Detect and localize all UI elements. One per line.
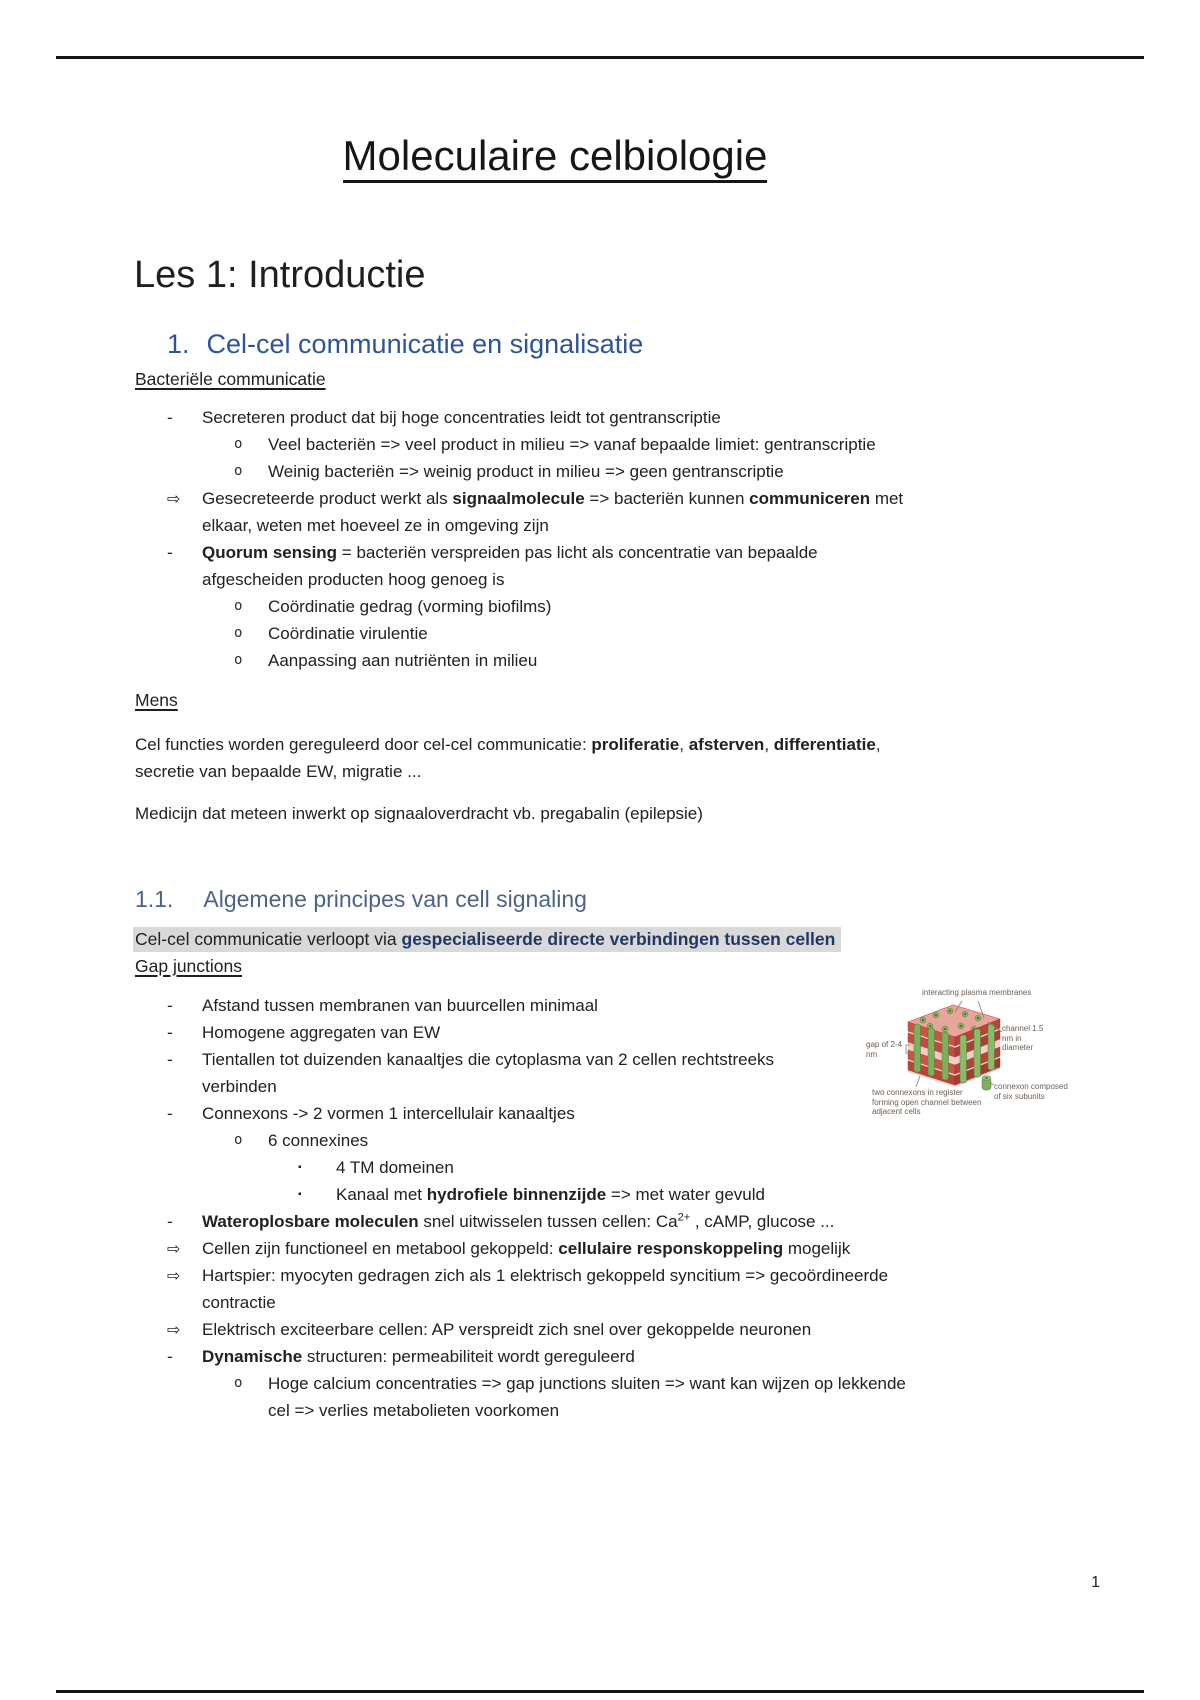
list-item-text: Connexons -> 2 vormen 1 intercellulair kanaaltjes [202, 1104, 575, 1123]
list-item-text: Gesecreteerde product werkt als signaalmolecule => bacteriën kunnen communiceren met elkaar, weten met hoeveel ze in omgeving zijn [202, 489, 904, 535]
list-item-text: Veel bacteriën => veel product in milieu => vanaf bepaalde limiet: gentranscriptie [268, 435, 876, 454]
list-item-text: Tientallen tot duizenden kanaaltjes die cytoplasma van 2 cellen rechtstreeks verbinden [202, 1050, 775, 1096]
document-title [135, 132, 975, 180]
section-1-title: Cel-cel communicatie en signalisatie [206, 329, 644, 359]
list-item [135, 431, 1075, 458]
bullet-marker-square: ▪ [298, 1189, 302, 1200]
list-item-text: Hoge calcium concentraties => gap junctions sluiten => want kan wijzen op lekkende cel => verlies metabolieten voorkomen [268, 1374, 906, 1420]
gap-junction-figure [860, 988, 1076, 1138]
bullet-marker-circle: o [234, 625, 243, 641]
list-item [135, 1316, 1075, 1343]
section-1-1-heading [135, 886, 587, 913]
paragraph-medicijn: Medicijn dat meteen inwerkt op signaaloverdracht vb. pregabalin (epilepsie) [135, 804, 703, 823]
subheading-bacteriele-communicatie: Bacteriële communicatie [135, 369, 326, 389]
section-1-1-title: Algemene principes van cell signaling [203, 886, 587, 912]
document-title-text: Moleculaire celbiologie [343, 132, 768, 183]
bacterial-communication-list [135, 404, 1075, 674]
bullet-marker-circle: o [234, 436, 243, 452]
section-1-1-number: 1.1. [135, 886, 174, 912]
list-item-text: Elektrisch exciteerbare cellen: AP verspreidt zich snel over gekoppelde neuronen [202, 1320, 812, 1339]
list-item-text: Aanpassing aan nutriënten in milieu [268, 651, 538, 670]
paragraph-cell-functions: Cel functies worden gereguleerd door cel-cel communicatie: proliferatie, afsterven, differentiatie, secretie van bepaalde EW, migratie ... [135, 735, 881, 781]
bullet-marker-arrow: ⇨ [167, 489, 181, 508]
bullet-marker-circle: o [234, 598, 243, 614]
bullet-marker-dash: - [167, 408, 173, 427]
bullet-marker-arrow: ⇨ [167, 1239, 181, 1258]
list-item [135, 458, 1075, 485]
section-1-heading [167, 329, 643, 360]
bullet-marker-square: ▪ [298, 1162, 302, 1173]
bullet-marker-circle: o [234, 1375, 243, 1391]
list-item-text: Secreteren product dat bij hoge concentraties leidt tot gentranscriptie [202, 408, 721, 427]
list-item-text: Cellen zijn functioneel en metabool gekoppeld: cellulaire responskoppeling mogelijk [202, 1239, 851, 1258]
bullet-marker-dash: - [167, 1212, 173, 1231]
list-item-text: 4 TM domeinen [336, 1158, 454, 1177]
figure-label-interacting-membranes: interacting plasma membranes [922, 988, 1032, 997]
list-item-text: 6 connexines [268, 1131, 369, 1150]
list-item-text: Homogene aggregaten van EW [202, 1023, 441, 1042]
list-item [135, 1262, 1075, 1316]
list-item [135, 593, 1075, 620]
list-item-text: Wateroplosbare moleculen snel uitwisselen tussen cellen: $Ca^{2+}$ , cAMP, glucose ... [202, 1211, 835, 1231]
bullet-marker-dash: - [167, 543, 173, 562]
figure-label-channel: channel 1.5 nm in diameter [1002, 1024, 1044, 1052]
list-item [135, 620, 1075, 647]
list-item [135, 1343, 1075, 1370]
list-item [135, 485, 1075, 539]
list-item-text: Coördinatie virulentie [268, 624, 428, 643]
figure-label-two-connexons: two connexons in register forming open channel between adjacent cells [872, 1088, 982, 1116]
bullet-marker-arrow: ⇨ [167, 1320, 181, 1339]
list-item-text: Coördinatie gedrag (vorming biofilms) [268, 597, 552, 616]
list-item-text: Quorum sensing = bacteriën verspreiden pas licht als concentratie van bepaalde afgescheiden producten hoog genoeg is [202, 543, 818, 589]
page-number: 1 [1091, 1574, 1100, 1591]
lesson-heading: Les 1: Introductie [134, 254, 426, 296]
bullet-marker-circle: o [234, 463, 243, 479]
subheading-gap-junctions: Gap junctions [135, 956, 243, 976]
list-item-text: Afstand tussen membranen van buurcellen minimaal [202, 996, 598, 1015]
figure-label-gap: gap of 2-4 nm [866, 1040, 903, 1059]
bullet-marker-arrow: ⇨ [167, 1266, 181, 1285]
list-item [135, 539, 1075, 593]
section-1-number: 1. [167, 329, 190, 359]
bullet-marker-dash: - [167, 1347, 173, 1366]
header-rule [56, 56, 1144, 59]
list-item [135, 1181, 1075, 1208]
highlighted-line [133, 925, 841, 953]
list-item [135, 1235, 1075, 1262]
list-item [135, 404, 1075, 431]
list-item [135, 1370, 1075, 1424]
subheading-mens: Mens [135, 690, 178, 710]
list-item-text: Hartspier: myocyten gedragen zich als 1 elektrisch gekoppeld syncitium => gecoördineerde contractie [202, 1266, 889, 1312]
bullet-marker-dash: - [167, 1050, 173, 1069]
bullet-marker-dash: - [167, 1023, 173, 1042]
list-item-text: Kanaal met hydrofiele binnenzijde => met water gevuld [336, 1185, 765, 1204]
figure-label-connexon: connexon composed of six subunits [994, 1082, 1068, 1101]
bullet-marker-circle: o [234, 652, 243, 668]
list-item-text: Dynamische structuren: permeabiliteit wordt gereguleerd [202, 1347, 635, 1366]
list-item [135, 1154, 1075, 1181]
bullet-marker-circle: o [234, 1132, 243, 1148]
highlighted-text: Cel-cel communicatie verloopt via gespecialiseerde directe verbindingen tussen cellen [133, 927, 841, 952]
footer-rule [56, 1690, 1144, 1693]
bullet-marker-dash: - [167, 996, 173, 1015]
list-item [135, 647, 1075, 674]
list-item-text: Weinig bacteriën => weinig product in milieu => geen gentranscriptie [268, 462, 784, 481]
bullet-marker-dash: - [167, 1104, 173, 1123]
list-item [135, 1208, 1075, 1235]
